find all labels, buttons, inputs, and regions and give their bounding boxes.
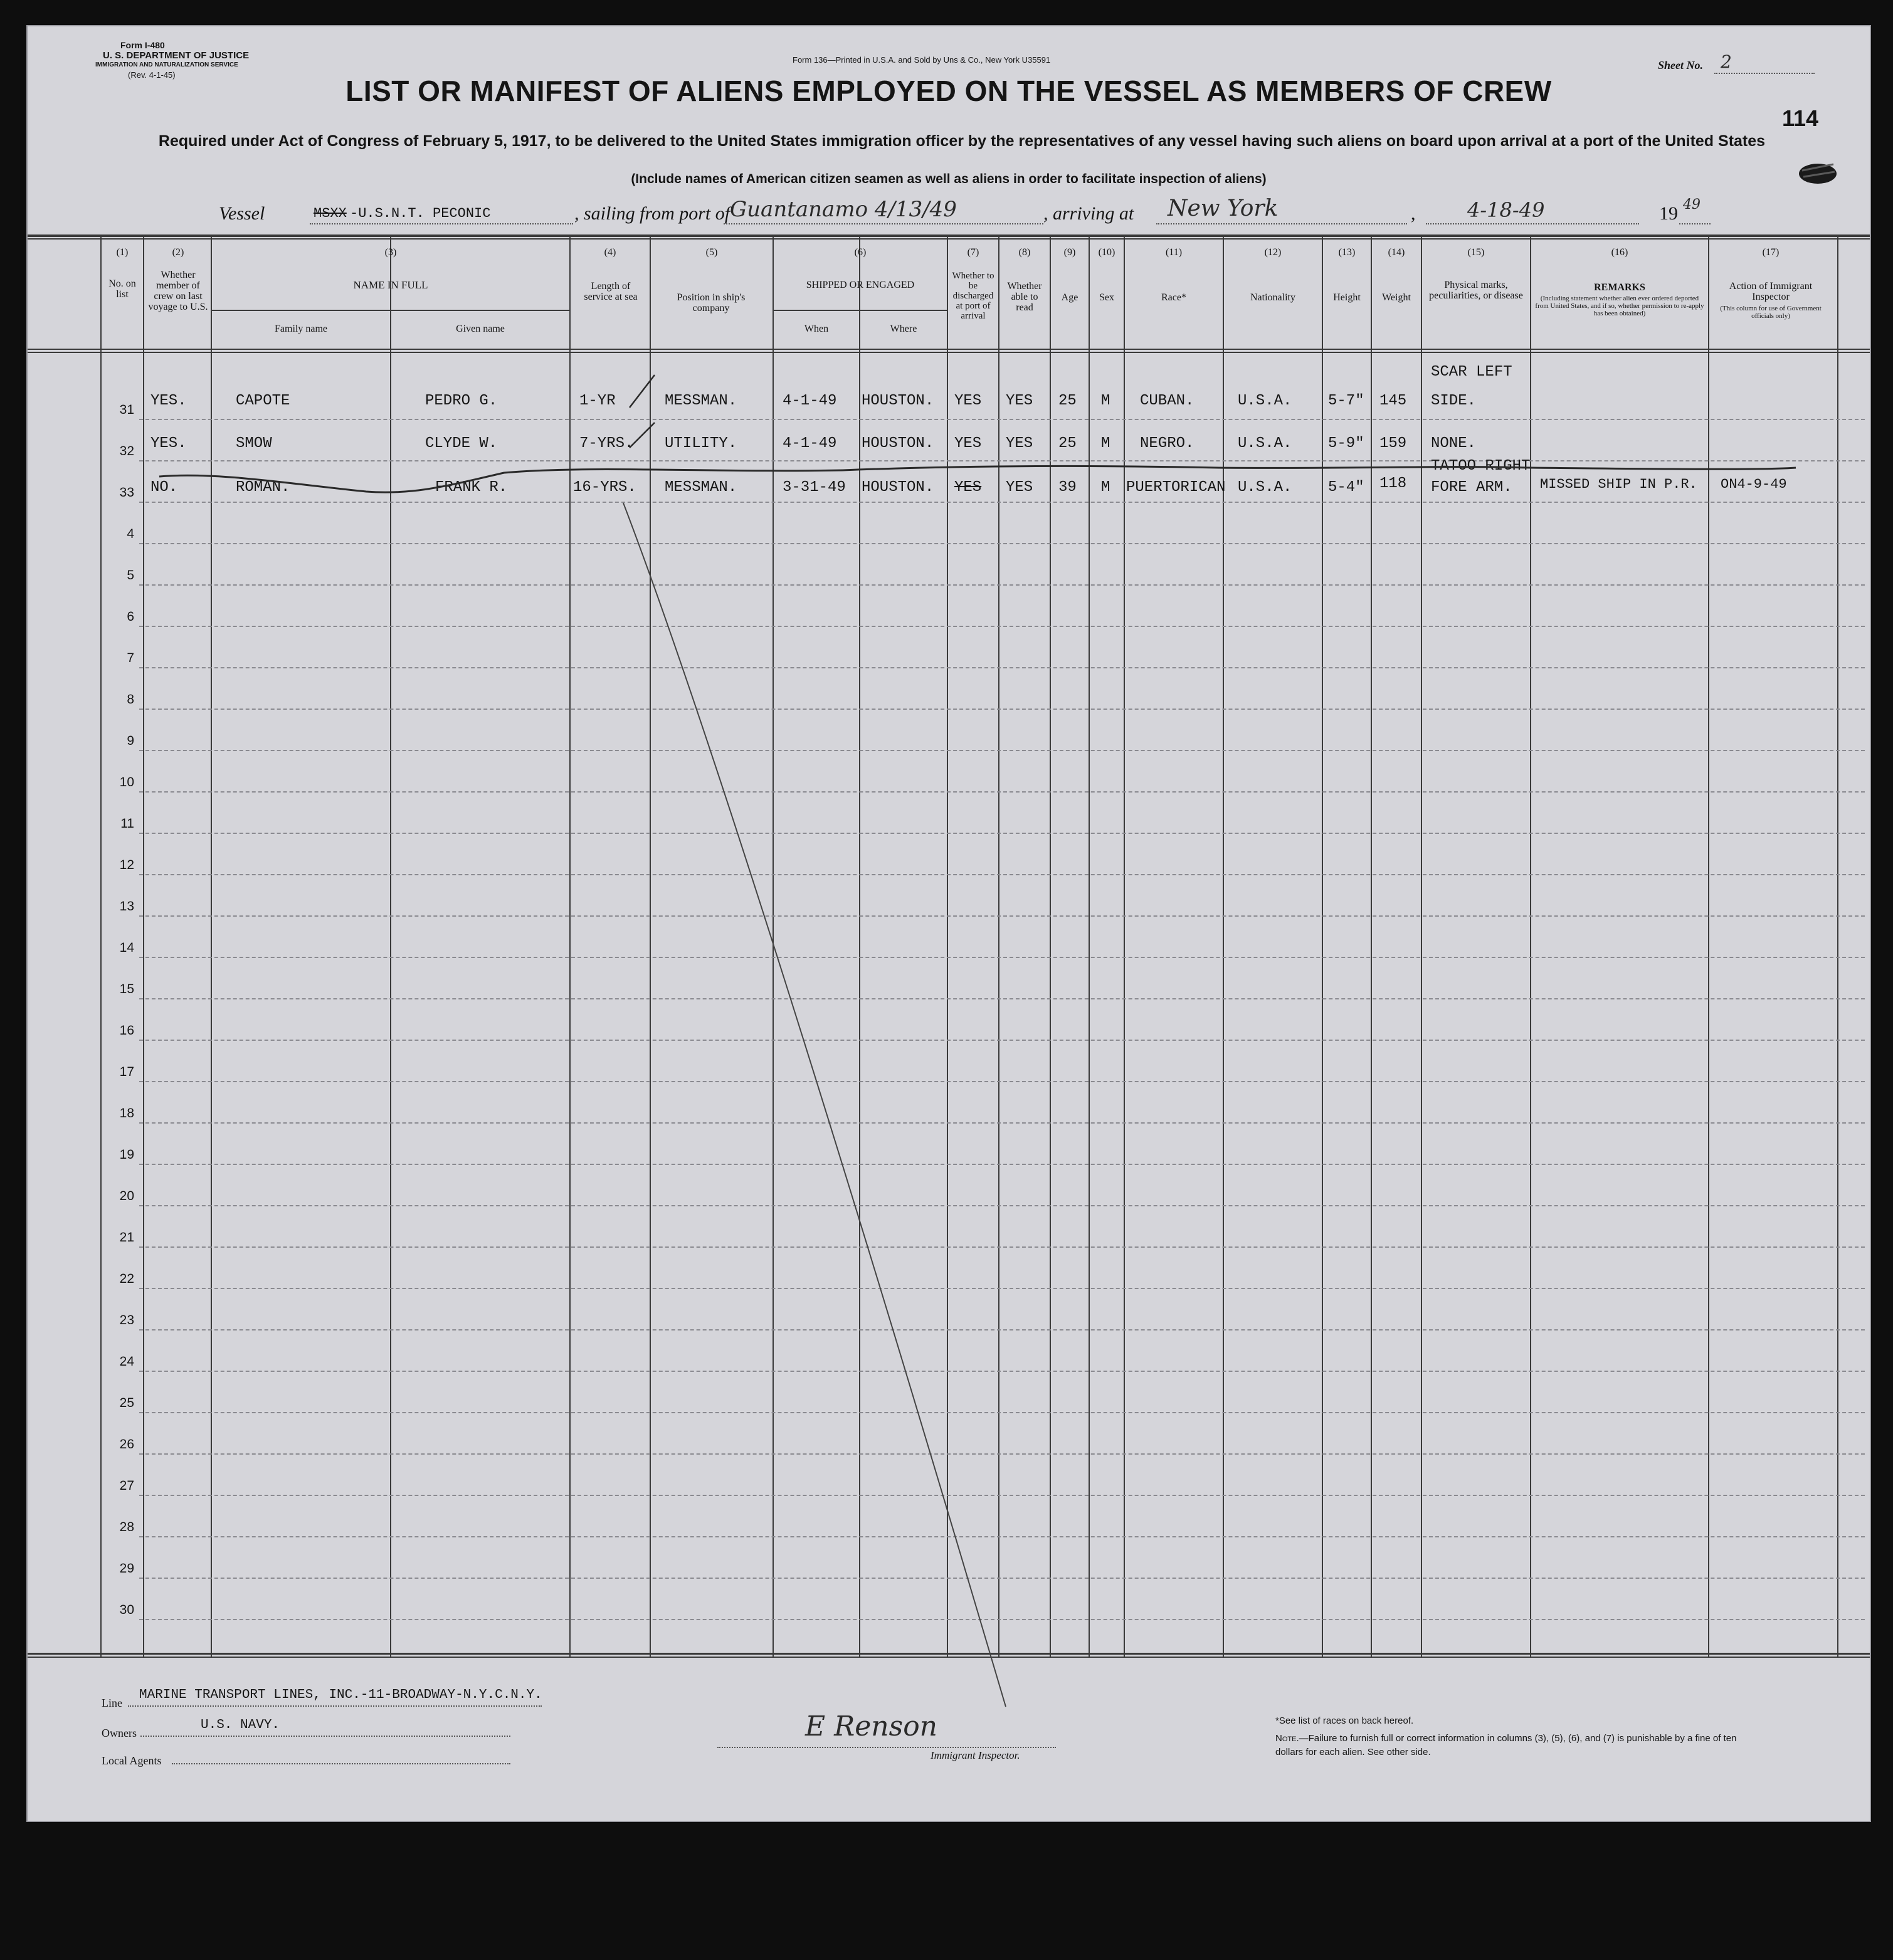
year-prefix: 19	[1659, 203, 1678, 224]
note-label: Note.	[1275, 1733, 1299, 1744]
read-cell: YES	[1006, 393, 1033, 409]
where-cell: HOUSTON.	[862, 479, 934, 496]
col12-num: (12)	[1264, 247, 1282, 258]
row-number: 19	[119, 1147, 134, 1162]
vessel-struck: MSXX	[314, 206, 347, 221]
inspector-signature: E Renson	[805, 1710, 938, 1742]
row-number: 32	[119, 444, 134, 458]
remarks-cell: MISSED SHIP IN P.R.	[1540, 477, 1697, 492]
col10-num: (10)	[1098, 247, 1115, 258]
arriving-port: New York	[1168, 196, 1279, 221]
nationality-cell: U.S.A.	[1238, 479, 1292, 496]
marks-cell: TATOO RIGHT	[1431, 458, 1531, 475]
row-number: 29	[119, 1561, 134, 1576]
arriving-label: , arriving at	[1043, 203, 1134, 224]
weight-cell: 145	[1379, 393, 1407, 409]
col2-num: (2)	[172, 247, 184, 258]
page-stamp: 114	[1782, 105, 1819, 131]
col16-header: REMARKS	[1594, 282, 1645, 293]
last-voyage-cell: YES.	[150, 393, 187, 409]
discharged-cell: YES	[954, 435, 982, 452]
row-number: 10	[119, 775, 134, 789]
col5-num: (5)	[705, 247, 718, 258]
fine-note	[1275, 1732, 1752, 1759]
col12-header: Nationality	[1250, 292, 1295, 303]
col6b-header: Where	[890, 324, 917, 334]
page-title: LIST OR MANIFEST OF ALIENS EMPLOYED ON THE VESSEL AS MEMBERS OF CREW	[345, 75, 1552, 107]
vessel-label: Vessel	[219, 203, 265, 224]
row-number: 33	[119, 485, 134, 500]
row-number: 6	[127, 609, 134, 624]
row-number: 11	[120, 816, 134, 831]
service: IMMIGRATION AND NATURALIZATION SERVICE	[95, 61, 238, 68]
row-number: 30	[119, 1603, 134, 1617]
family-name-cell: ROMAN.	[236, 479, 290, 496]
signature-underline	[717, 1747, 1056, 1748]
form-revision: (Rev. 4-1-45)	[128, 70, 176, 80]
col6-header: SHIPPED OR ENGAGED	[806, 280, 915, 290]
position-cell: UTILITY.	[665, 435, 737, 452]
owners-underline	[140, 1736, 510, 1737]
col9-num: (9)	[1063, 247, 1076, 258]
family-name-cell: CAPOTE	[236, 393, 290, 409]
line-value: MARINE TRANSPORT LINES, INC.-11-BROADWAY-N.Y.C.N.Y.	[139, 1688, 542, 1702]
col9-header: Age	[1061, 292, 1078, 303]
action-cell: ON4-9-49	[1721, 477, 1787, 492]
row-number: 24	[119, 1354, 134, 1369]
read-cell: YES	[1006, 435, 1033, 452]
given-name-cell: PEDRO G.	[425, 393, 498, 409]
row-number: 31	[119, 403, 134, 417]
marks-cell: NONE.	[1431, 435, 1477, 452]
row-number: 17	[119, 1065, 134, 1079]
last-voyage-cell: NO.	[150, 479, 178, 496]
sailing-label: , sailing from port of	[574, 203, 730, 224]
sex-cell: M	[1101, 435, 1110, 452]
read-cell: YES	[1006, 479, 1033, 496]
when-cell: 4-1-49	[783, 393, 837, 409]
given-name-cell: CLYDE W.	[425, 435, 498, 452]
marks-cell: FORE ARM.	[1431, 479, 1512, 496]
row-number: 12	[119, 858, 134, 872]
family-name-cell: SMOW	[236, 435, 272, 452]
row-number: 28	[119, 1520, 134, 1534]
col2-header: Whether member of crew on last voyage to U.S.	[148, 270, 208, 312]
row-number: 25	[119, 1396, 134, 1410]
row-number: 9	[127, 734, 134, 748]
row-number: 20	[119, 1189, 134, 1203]
col3a-header: Family name	[275, 324, 327, 334]
height-cell: 5-4"	[1328, 479, 1364, 496]
col13-num: (13)	[1338, 247, 1356, 258]
age-cell: 39	[1058, 479, 1077, 496]
col15-num: (15)	[1467, 247, 1485, 258]
col11-header: Race*	[1161, 292, 1186, 303]
row-number: 7	[127, 651, 134, 665]
marks-cell: SIDE.	[1431, 393, 1477, 409]
sailing-port: Guantanamo 4/13/49	[730, 197, 957, 222]
col8-header: Whether able to read	[1007, 281, 1042, 313]
col16-note: (Including statement whether alien ever ordered deported from United States, and if so, whether permission to re-apply has been obtained)	[1535, 295, 1704, 317]
row-number: 15	[119, 982, 134, 996]
when-cell: 4-1-49	[783, 435, 837, 452]
col1-header: No. on list	[108, 278, 136, 300]
line-label: Line	[102, 1697, 122, 1709]
agents-label: Local Agents	[102, 1754, 162, 1767]
sheet-label: Sheet No.	[1658, 59, 1703, 71]
row-number: 21	[119, 1230, 134, 1245]
pen-strike-marks	[28, 26, 1870, 1820]
row-number: 4	[127, 527, 134, 541]
service-cell: 1-YR	[579, 393, 616, 409]
col17-header: Action of Immigrant Inspector	[1729, 281, 1813, 302]
nationality-cell: U.S.A.	[1238, 435, 1292, 452]
department: U. S. DEPARTMENT OF JUSTICE	[103, 50, 250, 61]
required-text: Required under Act of Congress of February 5, 1917, to be delivered to the United States immigration officer by the representatives of any vessel having such aliens on board upon arrival at a port of the United States	[158, 132, 1766, 150]
manifest-sheet	[26, 25, 1871, 1822]
inspector-label: Immigrant Inspector.	[931, 1749, 1020, 1761]
given-name-cell: FRANK R.	[435, 479, 508, 496]
position-cell: MESSMAN.	[665, 479, 737, 496]
weight-cell: 118	[1379, 475, 1407, 492]
row-number: 13	[119, 899, 134, 914]
col3-num: (3)	[384, 247, 397, 258]
owners-label: Owners	[102, 1727, 137, 1739]
weight-cell: 159	[1379, 435, 1407, 452]
col13-header: Height	[1333, 292, 1361, 303]
col6a-header: When	[804, 324, 829, 334]
races-note: *See list of races on back hereof.	[1275, 1715, 1414, 1726]
col15-header: Physical marks, peculiarities, or disease	[1429, 280, 1523, 301]
vessel-name: -U.S.N.T. PECONIC	[350, 206, 491, 221]
col10-header: Sex	[1099, 292, 1114, 303]
service-cell: 7-YRS.	[579, 435, 634, 452]
col7-num: (7)	[967, 247, 979, 258]
where-cell: HOUSTON.	[862, 393, 934, 409]
nationality-cell: U.S.A.	[1238, 393, 1292, 409]
col5-header: Position in ship's company	[677, 292, 746, 313]
col3b-header: Given name	[456, 324, 505, 334]
sex-cell: M	[1101, 479, 1110, 496]
marks-cell: SCAR LEFT	[1431, 364, 1512, 381]
row-number: 26	[119, 1437, 134, 1452]
age-cell: 25	[1058, 393, 1077, 409]
row-number: 18	[119, 1106, 134, 1120]
include-note: (Include names of American citizen seamen as well as aliens in order to facilitate inspection of aliens)	[631, 172, 1267, 186]
form-number: Form I-480	[120, 40, 165, 50]
row-number: 27	[119, 1478, 134, 1493]
col11-num: (11)	[1165, 247, 1183, 258]
col3-header: NAME IN FULL	[353, 279, 428, 291]
sheet-number: 2	[1721, 51, 1732, 72]
age-cell: 25	[1058, 435, 1077, 452]
col4-header: Length of service at sea	[584, 281, 638, 302]
col7-header: Whether to be discharged at port of arrival	[952, 271, 994, 321]
col8-num: (8)	[1018, 247, 1031, 258]
row-number: 14	[119, 940, 134, 955]
height-cell: 5-7"	[1328, 393, 1364, 409]
last-voyage-cell: YES.	[150, 435, 187, 452]
position-cell: MESSMAN.	[665, 393, 737, 409]
discharged-cell: YES	[954, 393, 982, 409]
comma: ,	[1411, 203, 1416, 224]
when-cell: 3-31-49	[783, 479, 846, 496]
col14-num: (14)	[1388, 247, 1405, 258]
col14-header: Weight	[1382, 292, 1411, 303]
year-suffix: 49	[1683, 197, 1701, 213]
race-cell: CUBAN.	[1140, 393, 1194, 409]
row-number: 22	[119, 1272, 134, 1286]
where-cell: HOUSTON.	[862, 435, 934, 452]
note-text: —Failure to furnish full or correct information in columns (3), (5), (6), and (7) is punishable by a fine of ten dollars for each alien. See other side.	[1275, 1733, 1737, 1757]
agents-underline	[172, 1763, 510, 1764]
col17-note: (This column for use of Government officials only)	[1720, 305, 1822, 320]
row-number: 16	[119, 1023, 134, 1038]
printer-line: Form 136—Printed in U.S.A. and Sold by Uns & Co., New York U35591	[793, 55, 1051, 65]
row-number: 23	[119, 1313, 134, 1327]
discharged-cell: YES	[954, 479, 982, 496]
owners-value: U.S. NAVY.	[201, 1718, 280, 1732]
race-cell: NEGRO.	[1140, 435, 1194, 452]
col17-num: (17)	[1762, 247, 1780, 258]
height-cell: 5-9"	[1328, 435, 1364, 452]
row-number: 5	[127, 568, 134, 582]
row-number: 8	[127, 692, 134, 707]
race-cell: PUERTORICAN	[1126, 479, 1226, 496]
col1-num: (1)	[116, 247, 129, 258]
col16-num: (16)	[1611, 247, 1628, 258]
sex-cell: M	[1101, 393, 1110, 409]
line-underline	[128, 1705, 542, 1707]
col4-num: (4)	[604, 247, 616, 258]
service-cell: 16-YRS.	[573, 479, 636, 496]
col6-num: (6)	[854, 247, 867, 258]
arrival-date: 4-18-49	[1467, 198, 1545, 222]
